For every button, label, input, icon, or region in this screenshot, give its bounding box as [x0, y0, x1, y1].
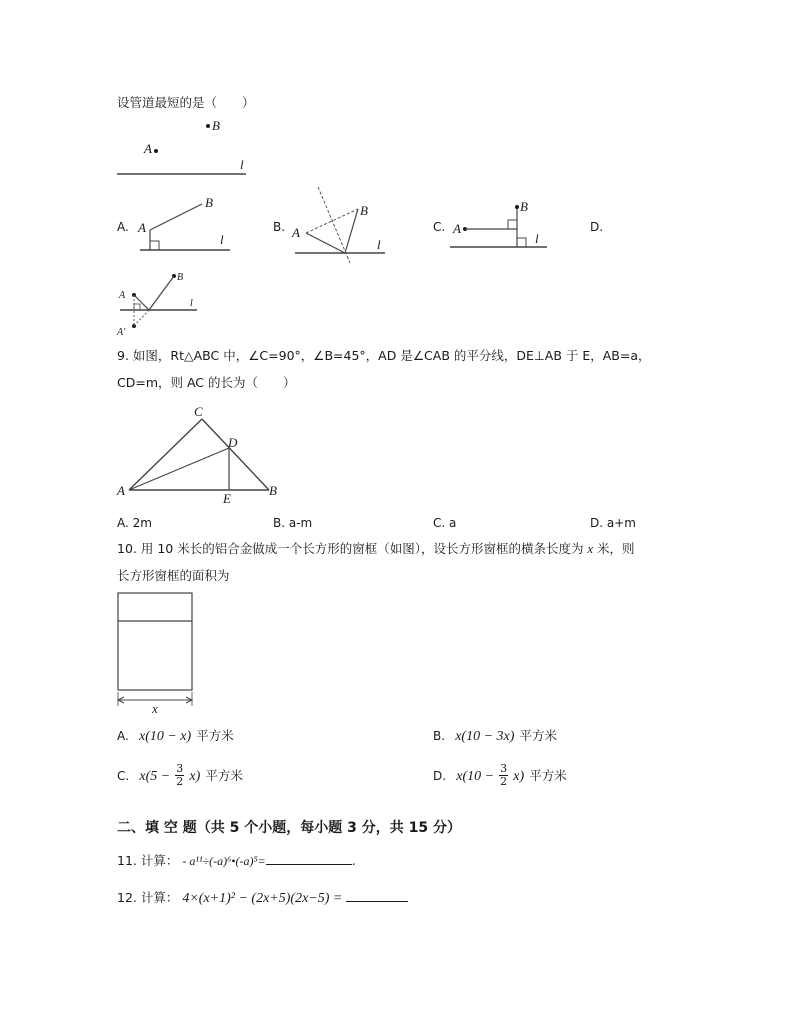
- svg-text:A′: A′: [117, 327, 126, 338]
- section-2-title: 二、填 空 题（共 5 个小题，每小题 3 分，共 15 分）: [117, 820, 461, 836]
- q8-figure-c: [445, 195, 555, 255]
- svg-text:C: C: [194, 404, 203, 419]
- q8-figure-a: [130, 192, 240, 257]
- q9-stem-line2: CD=m，则 AC 的长为（ ）: [117, 375, 296, 390]
- point-b: [206, 124, 210, 128]
- svg-text:B: B: [269, 483, 277, 498]
- svg-text:A: A: [117, 483, 125, 498]
- q10-option-a[interactable]: A. x(10 − x) 平方米: [117, 728, 234, 744]
- q8-option-d[interactable]: D.: [590, 220, 604, 234]
- svg-text:l: l: [220, 232, 224, 247]
- svg-text:A: A: [138, 220, 146, 235]
- svg-text:A: A: [292, 225, 300, 240]
- label-l: l: [240, 157, 244, 172]
- svg-text:l: l: [190, 298, 193, 309]
- svg-text:B: B: [205, 195, 213, 210]
- q10-option-c[interactable]: C. x(5 − $\frac{3}{2}$ x) 平方米: [117, 762, 243, 788]
- svg-text:A: A: [453, 221, 461, 236]
- q12-blank[interactable]: [346, 889, 408, 902]
- q10-stem-line1: 10. 用 10 米长的铝合金做成一个长方形的窗框（如图），设长方形窗框的横条长度为 x 米，则: [117, 541, 635, 556]
- q8-option-c[interactable]: C.: [433, 220, 446, 234]
- svg-text:D: D: [228, 435, 238, 450]
- q9-option-a[interactable]: A. 2m: [117, 516, 152, 530]
- q10-stem-line2: 长方形窗框的面积为: [117, 568, 230, 583]
- svg-text:l: l: [377, 237, 381, 252]
- svg-text:x: x: [152, 701, 158, 716]
- q9-figure: [112, 402, 292, 507]
- q10-option-d[interactable]: D. x(10 − $\frac{3}{2}$ x) 平方米: [433, 762, 567, 788]
- label-a: A: [144, 141, 152, 156]
- svg-text:B: B: [520, 199, 528, 214]
- q8-option-a[interactable]: A.: [117, 220, 129, 234]
- q9-stem-line1: 9. 如图，Rt△ABC 中，∠C=90°，∠B=45°，AD 是∠CAB 的平分线，DE⊥AB 于 E，AB=a，: [117, 348, 651, 363]
- q8-figure: [110, 115, 260, 185]
- q8-option-b[interactable]: B.: [273, 220, 286, 234]
- label-b: B: [212, 118, 220, 133]
- point-a: [154, 149, 158, 153]
- svg-text:l: l: [535, 231, 539, 246]
- q8-figure-d: [115, 268, 205, 340]
- svg-text:E: E: [223, 491, 231, 506]
- q10-option-b[interactable]: B. x(10 − 3x) 平方米: [433, 728, 558, 744]
- q9-option-c[interactable]: C. a: [433, 516, 457, 530]
- q8-stem: 设管道最短的是（ ）: [117, 95, 255, 110]
- q11-blank[interactable]: [266, 852, 352, 865]
- q9-option-d[interactable]: D. a+m: [590, 516, 636, 530]
- q12: 12. 计算： 4×(x+1)² − (2x+5)(2x−5) =: [117, 889, 408, 907]
- svg-text:B: B: [360, 203, 368, 218]
- svg-text:A: A: [119, 290, 126, 301]
- q11: 11. 计算： - a¹¹÷(-a)⁶•(-a)⁵= .: [117, 853, 356, 868]
- q10-figure: [110, 588, 210, 718]
- q8-figure-b: [290, 185, 400, 265]
- q9-option-b[interactable]: B. a-m: [273, 516, 313, 530]
- svg-text:B: B: [177, 272, 184, 283]
